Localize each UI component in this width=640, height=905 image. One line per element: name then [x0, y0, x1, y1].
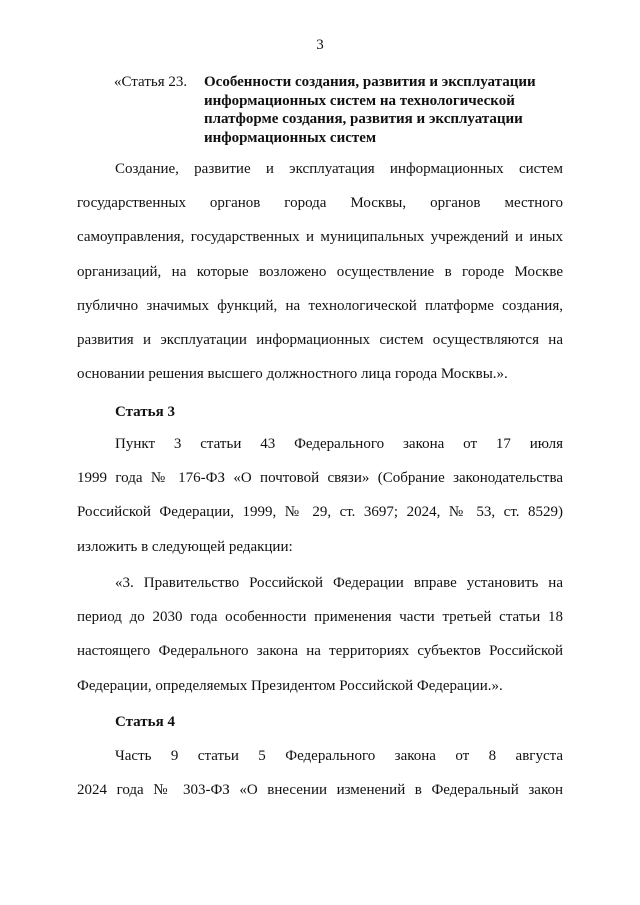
- text-line: период до 2030 года особенности применения части третьей статьи 18: [77, 609, 563, 626]
- article-4-paragraph: [77, 739, 563, 807]
- text-line: основании решения высшего должностного лица города Москвы.».: [77, 366, 508, 383]
- article-3-heading: Статья 3: [115, 404, 175, 420]
- text-line: изложить в следующей редакции:: [77, 538, 293, 555]
- text-line: 2024 года № 303-ФЗ «О внесении изменений в Федеральный закон: [77, 782, 563, 799]
- article-3-paragraph: [77, 427, 563, 564]
- article-23-title-line: информационных систем на технологической: [204, 92, 515, 109]
- text-line: настоящего Федерального закона на территориях субъектов Российской: [77, 643, 563, 660]
- article-23-number: «Статья 23.: [114, 74, 188, 90]
- text-line: Часть 9 статьи 5 Федерального закона от 8 августа: [115, 748, 563, 764]
- text-line: 1999 года № 176-ФЗ «О почтовой связи» (Собрание законодательства: [77, 470, 563, 487]
- text-line: Пункт 3 статьи 43 Федерального закона от 17 июля: [115, 436, 563, 452]
- text-line: Создание, развитие и эксплуатация информационных систем: [115, 161, 563, 177]
- text-line: самоуправления, государственных и муниципальных учреждений и иных: [77, 229, 563, 246]
- text-line: развития и эксплуатации информационных систем осуществляются на: [77, 332, 563, 349]
- text-line: Российской Федерации, 1999, № 29, ст. 3697; 2024, № 53, ст. 8529): [77, 504, 563, 521]
- article-23-title-line: платформе создания, развития и эксплуатации: [204, 111, 523, 127]
- text-line: организаций, на которые возложено осуществление в городе Москве: [77, 263, 563, 280]
- article-23-title: [204, 73, 564, 147]
- article-23-paragraph: [77, 152, 563, 391]
- article-4-heading: Статья 4: [115, 714, 175, 730]
- text-line: государственных органов города Москвы, органов местного: [77, 195, 563, 212]
- text-line: «3. Правительство Российской Федерации вправе установить на: [115, 575, 563, 591]
- page-number: 3: [316, 37, 324, 53]
- article-23-header: [114, 73, 584, 147]
- article-23-title-line: информационных систем: [204, 129, 377, 146]
- article-23-title-line: Особенности создания, развития и эксплуатации: [204, 74, 536, 90]
- text-line: Федерации, определяемых Президентом Российской Федерации.».: [77, 677, 503, 694]
- article-3-quote: [77, 566, 563, 703]
- text-line: публично значимых функций, на технологической платформе создания,: [77, 297, 563, 314]
